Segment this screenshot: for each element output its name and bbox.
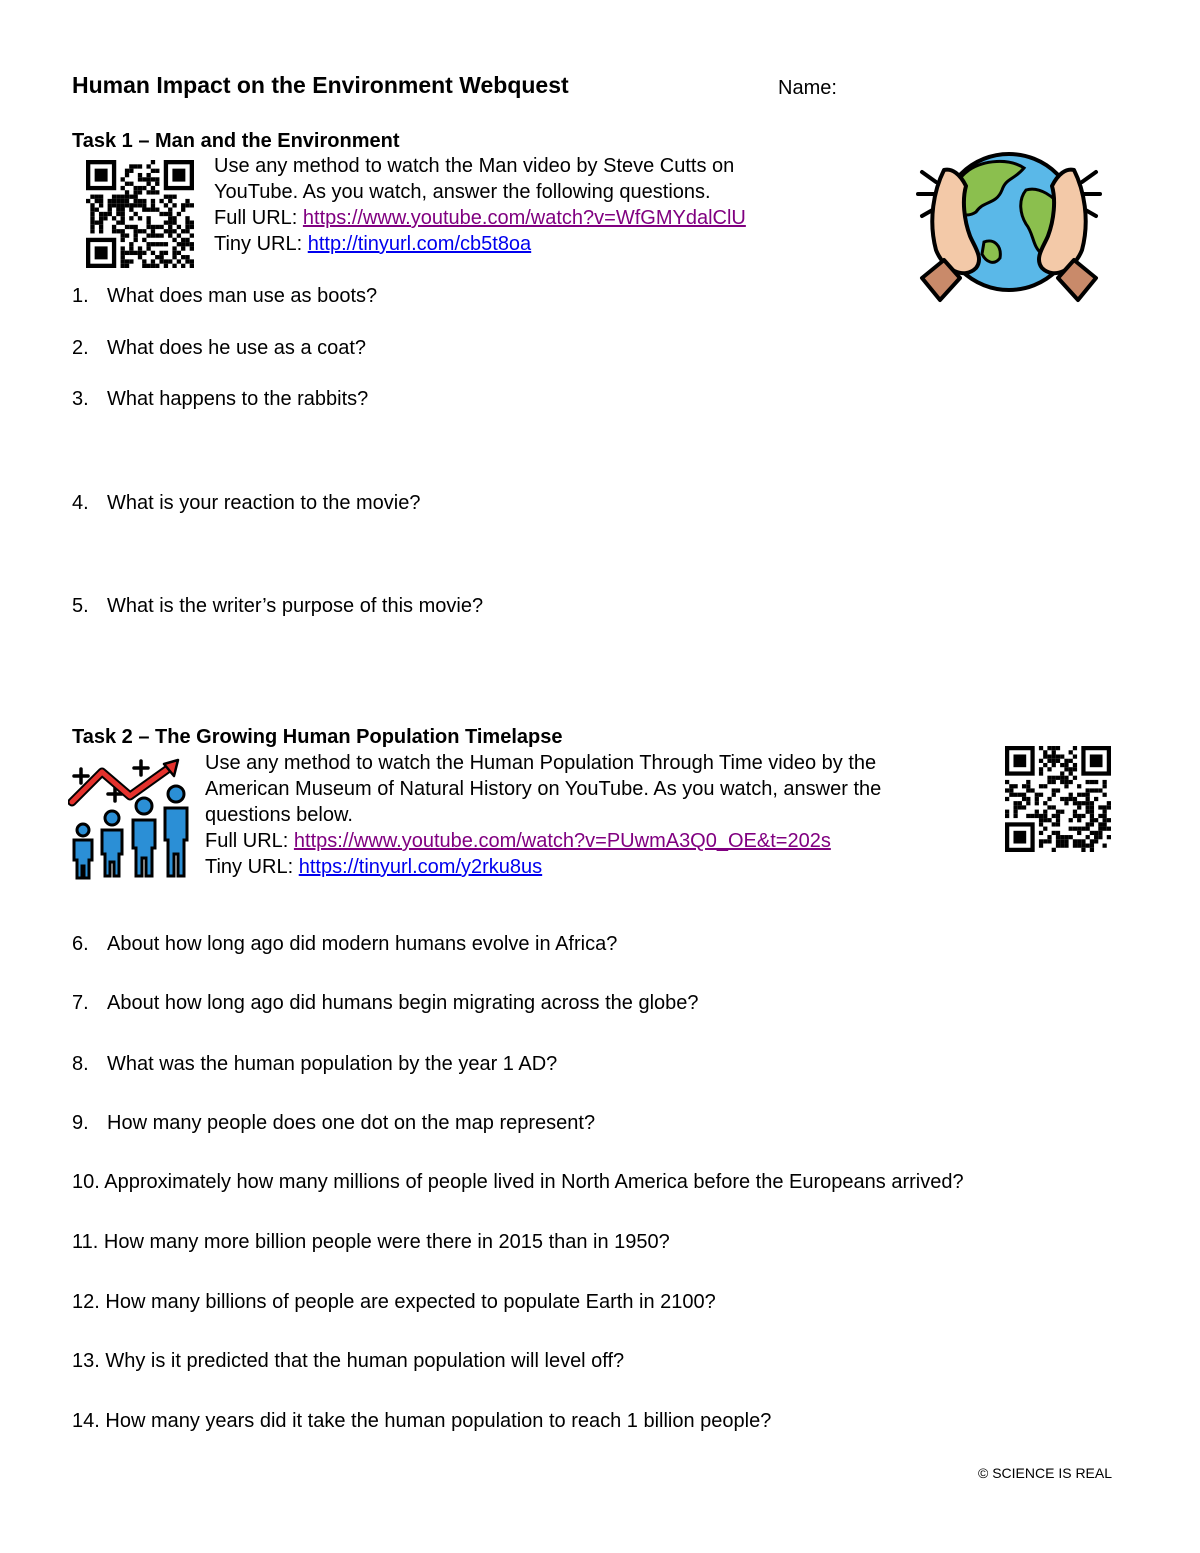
- question-text: Approximately how many millions of people lived in North America before the Europeans arrived?: [104, 1171, 964, 1193]
- question-7: [72, 992, 699, 1015]
- task2-full-url-row: [205, 828, 881, 854]
- full-url-label: Full URL:: [214, 207, 303, 229]
- question-number: 4.: [72, 492, 89, 514]
- question-number: 6.: [72, 933, 89, 955]
- question-12: [72, 1291, 716, 1314]
- question-text: How many years did it take the human population to reach 1 billion people?: [105, 1410, 772, 1432]
- question-number: 13.: [72, 1350, 100, 1372]
- question-number: 8.: [72, 1053, 89, 1075]
- earth-in-hands-icon: [914, 150, 1104, 310]
- question-2: [72, 337, 366, 360]
- page-title: Human Impact on the Environment Webquest: [72, 72, 569, 98]
- task2-full-url-link[interactable]: https://www.youtube.com/watch?v=PUwmA3Q0_OE&t=202s: [293, 830, 831, 852]
- qr-code-icon: [1005, 746, 1111, 852]
- question-text: What does man use as boots?: [107, 285, 378, 307]
- question-number: 14.: [72, 1410, 100, 1432]
- task2-tiny-url-row: [205, 854, 881, 880]
- tiny-url-label: Tiny URL:: [214, 233, 308, 255]
- question-number: 9.: [72, 1112, 89, 1134]
- copyright-footer: © SCIENCE IS REAL: [978, 1465, 1113, 1481]
- task1-full-url-link[interactable]: https://www.youtube.com/watch?v=WfGMYdalClU: [302, 207, 746, 229]
- question-6: [72, 933, 617, 956]
- task2-intro-line-3: questions below.: [205, 804, 353, 826]
- population-growth-icon: [68, 756, 192, 882]
- question-number: 5.: [72, 595, 89, 617]
- question-13: [72, 1350, 624, 1373]
- question-11: [72, 1231, 670, 1254]
- task1-intro: [214, 153, 746, 257]
- question-text: About how long ago did modern humans evolve in Africa?: [107, 933, 618, 955]
- task1-intro-line-1: Use any method to watch the Man video by Steve Cutts on: [214, 155, 735, 177]
- question-text: How many more billion people were there in 2015 than in 1950?: [103, 1231, 670, 1253]
- question-text: What is your reaction to the movie?: [107, 492, 421, 514]
- question-text: How many people does one dot on the map represent?: [107, 1112, 596, 1134]
- name-label: Name:: [778, 77, 837, 99]
- question-5: [72, 595, 483, 618]
- question-9: [72, 1112, 595, 1135]
- question-text: How many billions of people are expected to populate Earth in 2100?: [105, 1291, 716, 1313]
- question-number: 2.: [72, 337, 89, 359]
- question-text: Why is it predicted that the human population will level off?: [105, 1350, 625, 1372]
- question-8: [72, 1053, 557, 1076]
- question-text: What was the human population by the year 1 AD?: [107, 1053, 558, 1075]
- tiny-url-label: Tiny URL:: [205, 856, 299, 878]
- task1-tiny-url-link[interactable]: http://tinyurl.com/cb5t8oa: [307, 233, 532, 255]
- task2-intro: [205, 750, 881, 880]
- question-number: 7.: [72, 992, 89, 1014]
- task1-intro-line-2: YouTube. As you watch, answer the following questions.: [214, 181, 711, 203]
- question-3: [72, 388, 368, 411]
- question-10: [72, 1171, 964, 1194]
- question-number: 1.: [72, 285, 89, 307]
- question-text: About how long ago did humans begin migrating across the globe?: [107, 992, 699, 1014]
- question-number: 11.: [72, 1231, 99, 1253]
- full-url-label: Full URL:: [205, 830, 294, 852]
- question-number: 3.: [72, 388, 89, 410]
- task1-full-url-row: [214, 205, 746, 231]
- question-text: What happens to the rabbits?: [107, 388, 369, 410]
- task2-intro-line-1: Use any method to watch the Human Population Through Time video by the: [205, 752, 877, 774]
- question-1: [72, 285, 377, 308]
- qr-code-icon: [86, 160, 194, 268]
- question-4: [72, 492, 420, 515]
- question-number: 12.: [72, 1291, 100, 1313]
- task1-tiny-url-row: [214, 231, 746, 257]
- task2-tiny-url-link[interactable]: https://tinyurl.com/y2rku8us: [298, 856, 543, 878]
- question-14: [72, 1410, 771, 1433]
- task1-heading: Task 1 – Man and the Environment: [72, 130, 400, 152]
- task2-intro-line-2: American Museum of Natural History on YouTube. As you watch, answer the: [205, 778, 882, 800]
- question-number: 10.: [72, 1171, 100, 1193]
- question-text: What is the writer’s purpose of this movie?: [107, 595, 484, 617]
- question-text: What does he use as a coat?: [107, 337, 367, 359]
- task2-heading: Task 2 – The Growing Human Population Timelapse: [72, 726, 563, 748]
